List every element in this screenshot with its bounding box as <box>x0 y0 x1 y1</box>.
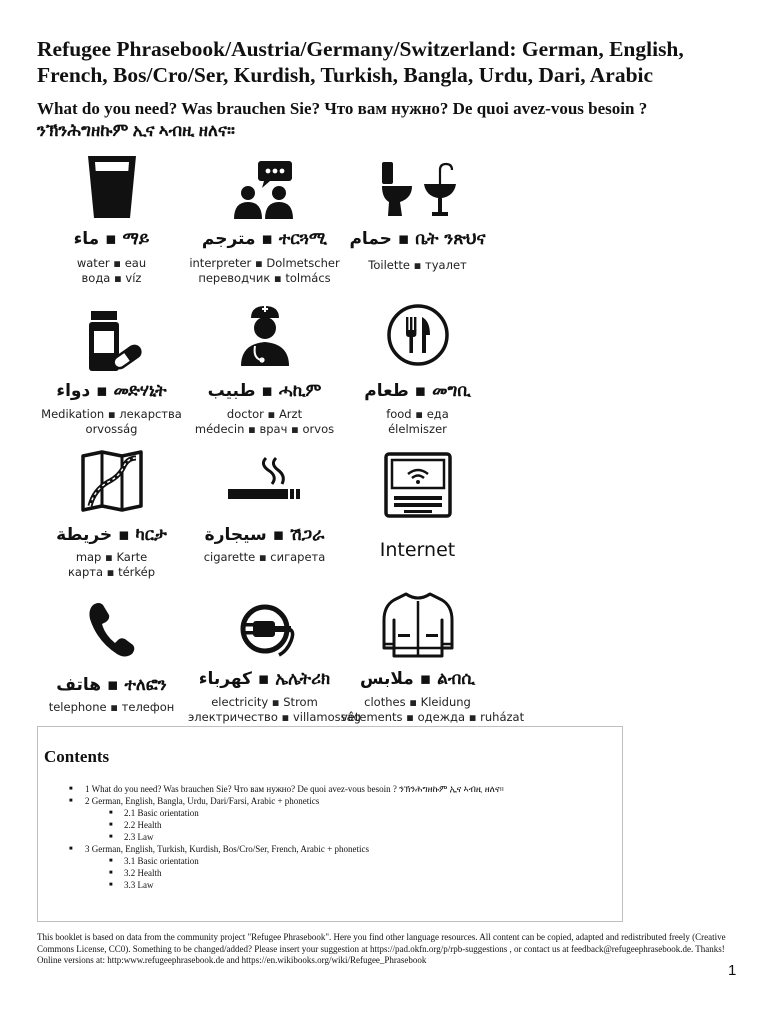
translation-line: карта ▪ térkép <box>67 565 156 579</box>
toc-item[interactable] <box>38 819 622 831</box>
translation-line: cigarette ▪ сигарета <box>203 550 326 564</box>
contents-heading: Contents <box>44 747 110 766</box>
interpreter-people-icon <box>188 153 341 225</box>
electric-plug-icon <box>188 593 341 665</box>
phrase-translations <box>188 256 341 286</box>
toc-item[interactable] <box>38 783 622 795</box>
toc-link[interactable]: 3 German, English, Turkish, Kurdish, Bos/Cro/Ser, French, Arabic + phonetics <box>85 844 369 854</box>
toc-link[interactable]: 3.1 Basic orientation <box>124 856 199 866</box>
phrase-native: ملابس ▪ ልብሲ <box>359 669 476 689</box>
translation-line: médecin ▪ врач ▪ orvos <box>194 422 335 436</box>
phrase-translations <box>35 700 188 715</box>
translation-line: electricity ▪ Strom <box>211 695 318 709</box>
phrase-translations <box>35 256 188 286</box>
glass-of-water-icon <box>35 151 188 223</box>
translation-line: water ▪ eau <box>76 256 147 270</box>
translation-line: map ▪ Karte <box>75 550 148 564</box>
cigarette-icon <box>188 443 341 515</box>
phrase-translations <box>35 550 188 580</box>
phrase-translations <box>341 695 525 725</box>
phrase-native: خريطة ▪ ካርታ <box>56 525 167 545</box>
phrase-native: طعام ▪ መግቢ <box>364 381 471 401</box>
translation-line: Medikation ▪ лекарства <box>41 407 182 421</box>
phrase-native: مترجم ▪ ተርጓሚ <box>201 229 328 249</box>
translation-line: электричество ▪ villamosság <box>188 710 361 724</box>
medicine-bottle-icon <box>35 305 188 377</box>
phrase-translations <box>341 407 494 437</box>
phrase-native: سيجارة ▪ ሽጋራ <box>204 525 325 545</box>
toc-link[interactable]: 2.2 Health <box>124 820 162 830</box>
toc-item[interactable] <box>38 843 622 855</box>
translation-line: telephone ▪ телефон <box>48 700 175 714</box>
translation-line: vêtements ▪ одежда ▪ ruházat <box>341 710 525 724</box>
internet-label: Internet <box>379 539 456 561</box>
phrase-translations <box>188 695 361 725</box>
question-line-1: What do you need? Was brauchen Sie? Что вам нужно? De quoi avez-vous besoin ? <box>37 99 648 118</box>
toc-link[interactable]: 2.3 Law <box>124 832 154 842</box>
phrase-native: كهرباء ▪ ኤሌትሪክ <box>198 669 331 689</box>
toc-link[interactable]: 2.1 Basic orientation <box>124 808 199 818</box>
translation-line: doctor ▪ Arzt <box>226 407 303 421</box>
page-title: Refugee Phrasebook/Austria/Germany/Switzerland: German, English, French, Bos/Cro/Ser, Kurdish, Turkish, Bangla, Urdu, Dari, Arabic <box>37 37 684 87</box>
translation-line: orvosság <box>85 422 138 436</box>
toc-link[interactable]: 3.2 Health <box>124 868 162 878</box>
telephone-icon <box>35 593 188 665</box>
translation-line: food ▪ еда <box>386 407 449 421</box>
phrase-native: حمام ▪ ቤት ንጽህና <box>349 229 486 249</box>
toc-list <box>38 783 622 891</box>
doctor-icon <box>188 299 341 371</box>
page-number: 1 <box>728 962 737 979</box>
toc-link[interactable]: ■ 1 What do you need? Was brauchen Sie? Что вам нужно? De quoi avez-vous besoin ? ንኽንሕግዘኩም ኢና ኣብዚ ዘለና። <box>85 784 504 794</box>
phrase-translations <box>188 550 341 565</box>
phrase-icon-grid <box>35 145 525 725</box>
section-question <box>37 98 747 142</box>
laptop-wifi-icon <box>341 449 494 521</box>
phrase-translations <box>188 407 341 437</box>
toc-item[interactable] <box>38 795 622 807</box>
phrase-native: طبيب ▪ ሓኪም <box>207 381 322 401</box>
question-line-2: ንኽንሕግዘኩም ኢና ኣብዚ ዘለና። <box>37 121 235 140</box>
phrase-translations <box>35 407 188 437</box>
translation-line: élelmiszer <box>388 422 447 436</box>
translation-line: вода ▪ víz <box>81 271 142 285</box>
translation-line: clothes ▪ Kleidung <box>364 695 471 709</box>
toilet-sink-icon <box>341 153 494 225</box>
toc-item[interactable] <box>38 879 622 891</box>
toc-link[interactable]: 3.3 Law <box>124 880 154 890</box>
translation-line: переводчик ▪ tolmács <box>198 271 331 285</box>
toc-link[interactable]: 2 German, English, Bangla, Urdu, Dari/Farsi, Arabic + phonetics <box>85 796 320 806</box>
phrase-native: دواء ▪ መድሃኒት <box>56 381 167 401</box>
phrase-translations <box>341 258 494 273</box>
map-icon <box>35 445 188 517</box>
table-of-contents <box>37 726 623 922</box>
phrase-native: ماء ▪ ማይ <box>73 229 150 249</box>
footer-note: This booklet is based on data from the community project "Refugee Phrasebook". Here you find other language resources. All content can be copied, adapted and redistributed freely (Creative Commons License, CC0). Something to be changed/added? Please insert your suggestion at https://pad.okfn.org/p/rpb-suggestions , or contact us at feedback@refugeephrasebook.de. Thanks! Online versions at: http:www.refugeephrasebook.de and https://en.wikibooks.org/wiki/Refugee_Phrasebook <box>37 932 726 965</box>
translation-line: Toilette ▪ туалет <box>368 258 467 272</box>
toc-item[interactable] <box>38 867 622 879</box>
translation-line: interpreter ▪ Dolmetscher <box>189 256 340 270</box>
phrase-native: هاتف ▪ ተለፎን <box>56 675 167 695</box>
jacket-icon <box>341 589 494 661</box>
toc-item[interactable] <box>38 807 622 819</box>
toc-item[interactable] <box>38 831 622 843</box>
toc-item[interactable] <box>38 855 622 867</box>
fork-knife-icon <box>341 299 494 371</box>
